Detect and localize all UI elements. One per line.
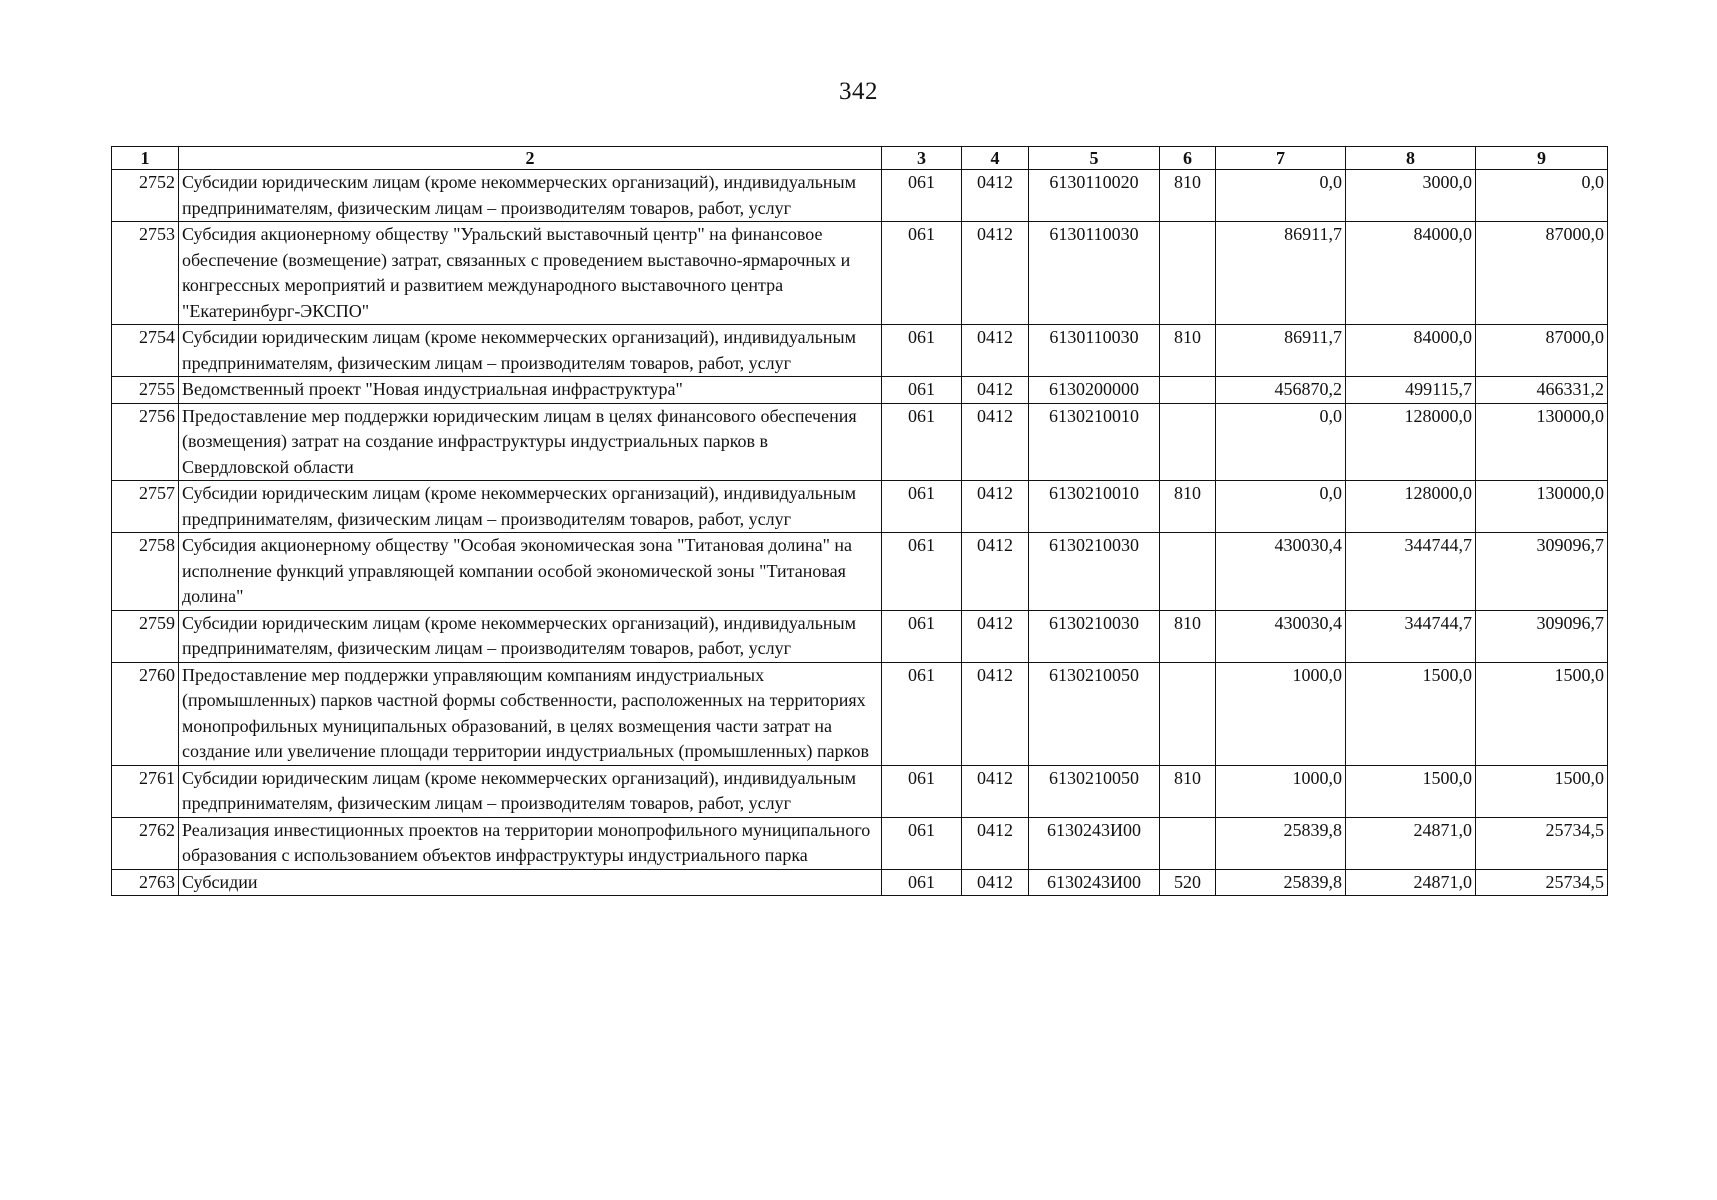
- table-row: [112, 765, 1608, 817]
- amount-col7: 25839,8: [1216, 817, 1346, 869]
- amount-col9: 130000,0: [1476, 403, 1608, 481]
- amount-col8: 24871,0: [1346, 817, 1476, 869]
- row-number: 2763: [112, 869, 179, 896]
- section-code: 0412: [962, 222, 1029, 325]
- target-article-code: 6130210030: [1029, 533, 1160, 611]
- row-number: 2756: [112, 403, 179, 481]
- ministry-code: 061: [882, 403, 962, 481]
- header-row: [112, 147, 1608, 170]
- amount-col9: 87000,0: [1476, 325, 1608, 377]
- row-name: Предоставление мер поддержки управляющим компаниям индустриальных (промышленных) парков частной формы собственности, расположенных на территориях монопрофильных муниципальных образований, в целях возмещения части затрат на создание или увеличение площади территории индустриальных (промышленных) парков: [179, 662, 882, 765]
- amount-col9: 1500,0: [1476, 765, 1608, 817]
- target-article-code: 6130210010: [1029, 481, 1160, 533]
- amount-col9: 87000,0: [1476, 222, 1608, 325]
- target-article-code: 6130210050: [1029, 765, 1160, 817]
- row-name: Субсидии: [179, 869, 882, 896]
- section-code: 0412: [962, 533, 1029, 611]
- ministry-code: 061: [882, 765, 962, 817]
- ministry-code: 061: [882, 170, 962, 222]
- row-number: 2758: [112, 533, 179, 611]
- section-code: 0412: [962, 403, 1029, 481]
- section-code: 0412: [962, 481, 1029, 533]
- expense-type-code: [1160, 533, 1216, 611]
- expense-type-code: [1160, 817, 1216, 869]
- expense-type-code: [1160, 403, 1216, 481]
- row-name: Субсидии юридическим лицам (кроме некоммерческих организаций), индивидуальным предпринимателям, физическим лицам – производителям товаров, работ, услуг: [179, 325, 882, 377]
- amount-col9: 25734,5: [1476, 869, 1608, 896]
- row-name: Субсидии юридическим лицам (кроме некоммерческих организаций), индивидуальным предпринимателям, физическим лицам – производителям товаров, работ, услуг: [179, 610, 882, 662]
- expense-type-code: [1160, 377, 1216, 404]
- ministry-code: 061: [882, 869, 962, 896]
- ministry-code: 061: [882, 325, 962, 377]
- table-row: [112, 325, 1608, 377]
- row-name: Реализация инвестиционных проектов на территории монопрофильного муниципального образования с использованием объектов инфраструктуры индустриального парка: [179, 817, 882, 869]
- amount-col8: 344744,7: [1346, 610, 1476, 662]
- table-row: [112, 377, 1608, 404]
- amount-col7: 430030,4: [1216, 533, 1346, 611]
- ministry-code: 061: [882, 533, 962, 611]
- target-article-code: 6130110030: [1029, 222, 1160, 325]
- amount-col8: 84000,0: [1346, 325, 1476, 377]
- amount-col7: 86911,7: [1216, 222, 1346, 325]
- amount-col8: 24871,0: [1346, 869, 1476, 896]
- amount-col8: 1500,0: [1346, 662, 1476, 765]
- expense-type-code: 810: [1160, 325, 1216, 377]
- amount-col7: 1000,0: [1216, 662, 1346, 765]
- table-row: [112, 533, 1608, 611]
- amount-col7: 25839,8: [1216, 869, 1346, 896]
- section-code: 0412: [962, 765, 1029, 817]
- amount-col9: 130000,0: [1476, 481, 1608, 533]
- row-number: 2761: [112, 765, 179, 817]
- row-name: Субсидия акционерному обществу "Особая экономическая зона "Титановая долина" на исполнение функций управляющей компании особой экономической зоны "Титановая долина": [179, 533, 882, 611]
- row-number: 2757: [112, 481, 179, 533]
- target-article-code: 6130110020: [1029, 170, 1160, 222]
- ministry-code: 061: [882, 610, 962, 662]
- target-article-code: 6130243И00: [1029, 869, 1160, 896]
- ministry-code: 061: [882, 817, 962, 869]
- ministry-code: 061: [882, 662, 962, 765]
- row-number: 2753: [112, 222, 179, 325]
- column-header: 8: [1346, 147, 1476, 170]
- amount-col7: 0,0: [1216, 403, 1346, 481]
- table-row: [112, 403, 1608, 481]
- amount-col9: 0,0: [1476, 170, 1608, 222]
- target-article-code: 6130210050: [1029, 662, 1160, 765]
- column-header: 6: [1160, 147, 1216, 170]
- expense-type-code: [1160, 222, 1216, 325]
- amount-col9: 309096,7: [1476, 610, 1608, 662]
- section-code: 0412: [962, 817, 1029, 869]
- target-article-code: 6130110030: [1029, 325, 1160, 377]
- row-number: 2752: [112, 170, 179, 222]
- amount-col9: 25734,5: [1476, 817, 1608, 869]
- amount-col8: 3000,0: [1346, 170, 1476, 222]
- column-header: 5: [1029, 147, 1160, 170]
- amount-col8: 499115,7: [1346, 377, 1476, 404]
- target-article-code: 6130200000: [1029, 377, 1160, 404]
- section-code: 0412: [962, 610, 1029, 662]
- amount-col8: 1500,0: [1346, 765, 1476, 817]
- column-header: 4: [962, 147, 1029, 170]
- table-row: [112, 170, 1608, 222]
- row-number: 2759: [112, 610, 179, 662]
- column-header: 1: [112, 147, 179, 170]
- row-name: Субсидии юридическим лицам (кроме некоммерческих организаций), индивидуальным предпринимателям, физическим лицам – производителям товаров, работ, услуг: [179, 765, 882, 817]
- table-row: [112, 222, 1608, 325]
- amount-col9: 1500,0: [1476, 662, 1608, 765]
- target-article-code: 6130243И00: [1029, 817, 1160, 869]
- amount-col8: 84000,0: [1346, 222, 1476, 325]
- row-number: 2760: [112, 662, 179, 765]
- target-article-code: 6130210030: [1029, 610, 1160, 662]
- row-name: Ведомственный проект "Новая индустриальная инфраструктура": [179, 377, 882, 404]
- amount-col7: 0,0: [1216, 170, 1346, 222]
- amount-col7: 0,0: [1216, 481, 1346, 533]
- column-header: 3: [882, 147, 962, 170]
- row-name: Предоставление мер поддержки юридическим лицам в целях финансового обеспечения (возмещения) затрат на создание инфраструктуры индустриальных парков в Свердловской области: [179, 403, 882, 481]
- amount-col7: 1000,0: [1216, 765, 1346, 817]
- section-code: 0412: [962, 325, 1029, 377]
- section-code: 0412: [962, 170, 1029, 222]
- page-number: 342: [839, 78, 878, 105]
- expense-type-code: 810: [1160, 481, 1216, 533]
- table-row: [112, 817, 1608, 869]
- table-row: [112, 869, 1608, 896]
- table-row: [112, 662, 1608, 765]
- amount-col9: 466331,2: [1476, 377, 1608, 404]
- section-code: 0412: [962, 662, 1029, 765]
- row-name: Субсидии юридическим лицам (кроме некоммерческих организаций), индивидуальным предпринимателям, физическим лицам – производителям товаров, работ, услуг: [179, 170, 882, 222]
- expense-type-code: 810: [1160, 610, 1216, 662]
- amount-col8: 128000,0: [1346, 481, 1476, 533]
- row-number: 2755: [112, 377, 179, 404]
- amount-col7: 456870,2: [1216, 377, 1346, 404]
- table-row: [112, 610, 1608, 662]
- ministry-code: 061: [882, 377, 962, 404]
- column-header: 2: [179, 147, 882, 170]
- amount-col7: 430030,4: [1216, 610, 1346, 662]
- row-name: Субсидии юридическим лицам (кроме некоммерческих организаций), индивидуальным предпринимателям, физическим лицам – производителям товаров, работ, услуг: [179, 481, 882, 533]
- ministry-code: 061: [882, 222, 962, 325]
- ministry-code: 061: [882, 481, 962, 533]
- expense-type-code: 810: [1160, 765, 1216, 817]
- column-header: 7: [1216, 147, 1346, 170]
- amount-col8: 128000,0: [1346, 403, 1476, 481]
- section-code: 0412: [962, 377, 1029, 404]
- amount-col8: 344744,7: [1346, 533, 1476, 611]
- expense-type-code: [1160, 662, 1216, 765]
- section-code: 0412: [962, 869, 1029, 896]
- amount-col9: 309096,7: [1476, 533, 1608, 611]
- row-number: 2762: [112, 817, 179, 869]
- expense-type-code: 810: [1160, 170, 1216, 222]
- amount-col7: 86911,7: [1216, 325, 1346, 377]
- column-header: 9: [1476, 147, 1608, 170]
- row-name: Субсидия акционерному обществу "Уральский выставочный центр" на финансовое обеспечение (возмещение) затрат, связанных с проведением выставочно-ярмарочных и конгрессных мероприятий и развитием международного выставочного центра "Екатеринбург-ЭКСПО": [179, 222, 882, 325]
- budget-table: [111, 146, 1608, 896]
- table-row: [112, 481, 1608, 533]
- expense-type-code: 520: [1160, 869, 1216, 896]
- target-article-code: 6130210010: [1029, 403, 1160, 481]
- row-number: 2754: [112, 325, 179, 377]
